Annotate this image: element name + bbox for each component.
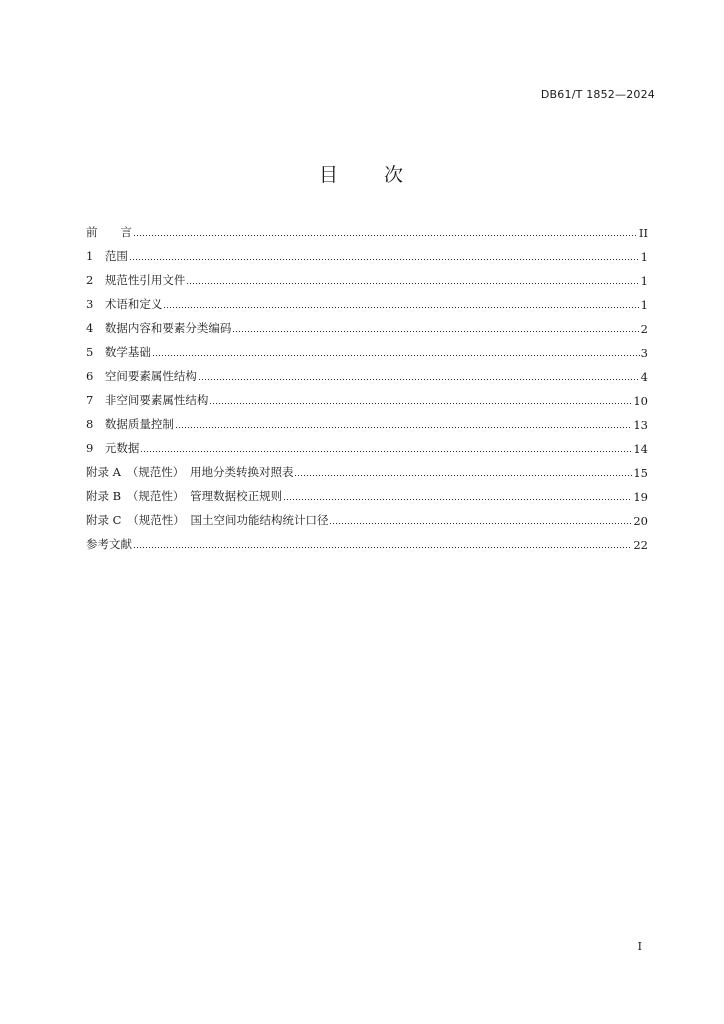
toc-entry-page: 1 xyxy=(640,250,648,264)
page-number: I xyxy=(637,940,642,953)
toc-entry-page: 19 xyxy=(633,490,648,504)
toc-entry-label: 3 术语和定义 xyxy=(86,297,163,311)
toc-entry-terms-definitions[interactable] xyxy=(86,288,648,312)
toc-entry-label: 9 元数据 xyxy=(86,441,140,455)
toc-entry-label: 前 言 xyxy=(86,225,132,239)
toc-dot-leader xyxy=(133,546,632,549)
toc-dot-leader xyxy=(140,450,632,453)
toc-dot-leader xyxy=(232,330,639,333)
toc-entry-page: 4 xyxy=(640,370,648,384)
toc-entry-metadata[interactable] xyxy=(86,432,648,456)
toc-entry-spatial-attributes[interactable] xyxy=(86,360,648,384)
toc-entry-quality-control[interactable] xyxy=(86,408,648,432)
toc-dot-leader xyxy=(186,282,639,285)
toc-title: 目 次 xyxy=(318,164,406,186)
toc-dot-leader xyxy=(175,426,633,429)
toc-entry-page: 14 xyxy=(633,442,648,456)
toc-entry-bibliography[interactable] xyxy=(86,528,648,552)
toc-entry-foreword[interactable] xyxy=(86,216,648,240)
toc-dot-leader xyxy=(329,522,632,525)
toc-dot-leader xyxy=(198,378,640,381)
document-code: DB61/T 1852—2024 xyxy=(540,88,655,101)
toc-entry-label: 1 范围 xyxy=(86,249,128,263)
toc-entry-appendix-b[interactable] xyxy=(86,480,648,504)
toc-entry-non-spatial-attributes[interactable] xyxy=(86,384,648,408)
toc-entry-math-basis[interactable] xyxy=(86,336,648,360)
toc-entry-page: 20 xyxy=(633,514,648,528)
toc-entry-label: 4 数据内容和要素分类编码 xyxy=(86,321,232,335)
toc-entry-label: 8 数据质量控制 xyxy=(86,417,174,431)
toc-entry-page: 1 xyxy=(640,298,648,312)
toc-entry-label: 附录 B （规范性） 管理数据校正规则 xyxy=(86,489,283,503)
toc-entry-page: 22 xyxy=(633,538,648,552)
toc-dot-leader xyxy=(152,354,640,357)
toc-entry-page: 10 xyxy=(633,394,648,408)
toc-entry-label: 参考文献 xyxy=(86,537,132,551)
toc-entry-page: 13 xyxy=(633,418,648,432)
toc-entry-page: 3 xyxy=(640,346,648,360)
toc-entry-appendix-c[interactable] xyxy=(86,504,648,528)
toc-entry-label: 7 非空间要素属性结构 xyxy=(86,393,209,407)
toc-entry-appendix-a[interactable] xyxy=(86,456,648,480)
toc-entry-label: 附录 A （规范性） 用地分类转换对照表 xyxy=(86,465,294,479)
toc-dot-leader xyxy=(163,306,639,309)
toc-entry-page: 15 xyxy=(633,466,648,480)
toc-entry-scope[interactable] xyxy=(86,240,648,264)
toc-dot-leader xyxy=(209,402,632,405)
toc-entry-label: 2 规范性引用文件 xyxy=(86,273,186,287)
toc-entry-normative-references[interactable] xyxy=(86,264,648,288)
toc-dot-leader xyxy=(129,258,640,261)
toc-entry-data-content[interactable] xyxy=(86,312,648,336)
toc-entry-label: 附录 C （规范性） 国土空间功能结构统计口径 xyxy=(86,513,329,527)
toc-dot-leader xyxy=(294,474,632,477)
toc-entry-label: 6 空间要素属性结构 xyxy=(86,369,197,383)
toc-entry-page: 1 xyxy=(640,274,648,288)
toc-dot-leader xyxy=(133,234,638,237)
toc-entry-label: 5 数学基础 xyxy=(86,345,151,359)
toc-list xyxy=(86,216,648,552)
toc-entry-page: 2 xyxy=(640,322,648,336)
toc-entry-page: II xyxy=(638,226,648,240)
toc-dot-leader xyxy=(283,498,632,501)
